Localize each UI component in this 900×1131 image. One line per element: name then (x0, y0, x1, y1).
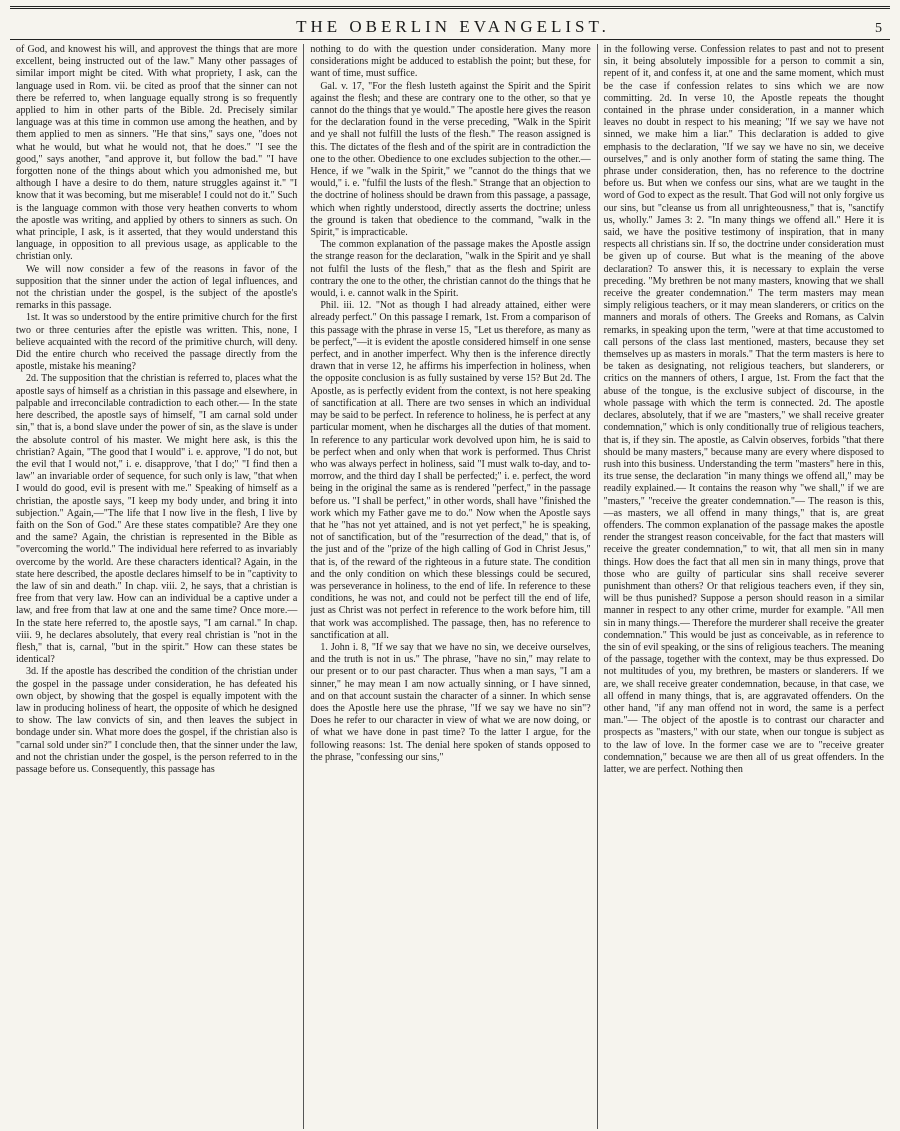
paragraph: Phil. iii. 12. "Not as though I had already attained, either were already perfect." On this passage I remark, 1st. From a comparison of this passage with the phrase in verse 15, "Let us therefore, as many as be perfect,"—it is evident the apostle considered himself in one sense perfect, and in another imperfect. Why then is the inference directly drawn that in verse 12, he affirms his imperfection in holiness, when the opposite conclusion is as fully sustained by verse 15? But 2d. The Apostle, as is perfectly evident from the context, is not here speaking of sanctification at all. There are two senses in which an individual may be said to be perfect. In reference to holiness, he is perfect at any particular moment, when he discharges all the duties of that moment. In reference to any particular work devolved upon him, he is said to be perfect when and only when that work is performed. Thus Christ who was always perfect in holiness, said "I must walk to-day, and to-morrow, and the third day I shall be perfected;" i. e. perfect, the word being in the original the same as is rendered "perfect," in the passage before us. "I shall be perfect," in other words, shall have "finished the work which my Father gave me to do." Now when the Apostle says that he "has not yet attained, and is not yet perfect," he is speaking, not of sanctification, but of the "resurrection of the dead," that is, of the just and of the "prize of the high calling of God in Christ Jesus," that is, of the reward of the righteous in a future state. The condition and the only condition on which these blessings could be secured, was perseverance in holiness, to the end of life. In reference to these conditions, he was not, and could not be perfect till the end of life, just as Christ was not perfect in reference to the work before him, till that work was accomplished. The passage, then, has no reference to sanctification at all. (310, 300, 591, 641)
paragraph: 3d. If the apostle has described the condition of the christian under the gospel in the passage under consideration, he has defeated his own object, by showing that the gospel is equally impotent with the law in producing holiness of heart, the opposite of which he designed to show. The law convicts of sin, and then leaves the subject in bondage under sin. What more does the gospel, if the christian also is "carnal sold under sin?" I conclude then, that the sinner under the law, and not the christian under the gospel, is the person referred to in the passage before us. Consequently, this passage has (16, 666, 298, 775)
paragraph: 1st. It was so understood by the entire primitive church for the first two or three centuries after the epistle was written. This, none, I believe acquainted with the record of the primitive church, will deny. Did the entire church who received the passage directly from the apostle, mistake his meaning? (16, 312, 298, 373)
paragraph: 2d. The supposition that the christian is referred to, places what the apostle says of himself as a christian in this passage and elsewhere, in palpable and irreconcilable contradiction to each other.— In the state here described, the apostle says of himself, "I am carnal sold under sin," that is, a bond slave under the power of sin, as the slave is under the absolute control of his master. We might here ask, is this the christian? Again, "The good that I would" i. e. approve, "I do not, but the evil that I would not," i. e. disapprove, 'that I do;" "I find then a law" an invariable order of sequence, for such only is law, "that when I would do good, evil is present with me." Speaking of himself as a christian, the apostle says, "I keep my body under, and bring it into subjection." Again,—"The life that I now live in the flesh, I live by faith on the Son of God." Are these states compatible? Are they one and the same? Again, the christian is represented in the Bible as "overcoming the world." The individual here referred to as invariably overcome by the world. Are these characters identical? Again, in the state here described, the apostle declares himself to be in "captivity to the law of sin and death." In chap. viii. 2, he says, that a christian is free from that very law. How can an individual be a captive under a law, and free from that law at one and the same time? Once more.— In the state here referred to, the apostle says, "I am carnal." In chap. viii. 9, he declares absolutely, that every real christian is "not in the flesh," that is, carnal, "but in the spirit." How can these states be identical? (16, 373, 298, 666)
paragraph: of God, and knowest his will, and approvest the things that are more excellent, being instructed out of the law." Many other passages of similar import might be cited. With what propriety, I ask, can the language used in Rom. vii. be cited as proof that the sinner can not there be referred to, when language equally strong is so frequently applied to him in other parts of the Bible. 2d. Precisely similar language was at this time in common use among the heathen, and by them applied to men as sinners. "He that sins," says one, "does not what he would, but what he would not, that he does." "I see the good," says another, "and approve it, but follow the bad." "I have forgotten none of the things about which you admonished me, but although I have a desire to do them, nature struggles against it." "I know that it was becoming, but me miserable! I could not do it." Such is the language common with those very heathen converts to whom the apostle was writing, and applied by others to sinners as such. On what principle, I ask, is it asserted, that they would understand this language, in opposition to all previous usage, as applicable to the christian only. (16, 44, 298, 263)
masthead (10, 9, 890, 40)
paragraph: We will now consider a few of the reasons in favor of the supposition that the sinner under the action of legal influences, and not the christian under the gospel, is the subject of the apostle's remarks in this passage. (16, 263, 298, 312)
paragraph: 1. John i. 8, "If we say that we have no sin, we deceive ourselves, and the truth is not in us." The phrase, "have no sin," may relate to our present or to our past character. Thus when a man says, "I am a sinner," he may mean I am now actually sinning, or I have sinned, and on that account sustain the character of a sinner. In which sense does the Apostle here use the phrase, "If we say we have no sin"? Does he refer to our character in view of what we are now doing, or of what we have done in past time? To the latter I argue, for the following reasons: 1st. The denial here spoken of stands opposed to the phrase, "confessing our sins," (310, 641, 591, 763)
column-3 (597, 44, 890, 1129)
paragraph: in the following verse. Confession relates to past and not to present sin, it being absolutely impossible for a person to commit a sin, repent of it, and confess it, at one and the same moment, which must be the case if confession relates to sins which we are now committing. 2d. In verse 10, the Apostle repeats the thought contained in the phrase under consideration, in a manner which leaves no doubt in respect to his meaning; "If we say we have not sinned, we make him a liar." This declaration is added to give emphasis to the declaration, "If we say we have no sin, we deceive ourselves," and is only another form of stating the same thing. The phrase under consideration, then, has no reference to the doctrine before us. But when we confess our sins, what are we taught in the word of God to expect as the result. That God will not only forgive us our sins, but "cleanse us from all unrighteousness," that is, "sanctify us, wholly." James 3: 2. "In many things we offend all." Here it is said, we have the positive testimony of inspiration, that in many respects all christians sin. If so, the doctrine under consideration must be given up of course. But what is the meaning of the above declaration? To answer this, it is necessary to explain the verse preceding. "My brethren be not many masters, knowing that we shall receive the greater condemnation." The term masters may mean simply religious teachers, or it may mean slanderers, or critics on the manners and morals of others. The Greeks and Romans, as Calvin remarks, in speaking upon the term, "were at that time accustomed to call persons of the class last mentioned, masters, because they set themselves up as masters in morals." That the term masters is here to be taken as designating, not religious teachers, but slanderers, or critics on the manners of others, I argue, 1st. From the fact that the abuse of the tongue, is the exclusive subject of discourse, in the whole passage with which the term is connected. 2d. The apostle declares, absolutely, that if we are "masters," we shall receive greater condemnation," which is only conditionally true of religious teachers, that is, if they sin. The apostle, as Calvin observes, forbids "that there should be many masters," because many are every where disposed to rush into this business. Understanding the term "masters" here in this, its true sense, the declaration "in many things we offend all," may be readily explained.— It contains the reason why "we shall," if we are "masters," "receive the greater condemnation."— The reason is this,—as masters, we all offend in many things," that is, are great offenders. The common explanation of the passage makes the apostle render the strangest reason conceivable, for the fact that masters will receive the greater condemnation," to wit, that all men sin in many things. How does the fact that all men sin in many things, prove that those who are guilty of particular sins shall receive severer punishment than others? Or that religious teachers even, if they sin, will be thus punished? Suppose a person should reason in a similar manner in respect to any other crime, murder for example. "All men sin in many things.— Therefore the murderer shall receive the greater condemnation." This would be just as conceivable, as in reference to the sin of evil speaking, or the sins of religious teachers. The meaning of the passage, together with the context, may be thus expressed. Do not multitudes of you, my brethren, be masters or slanderers. If we are, we shall receive greater condemnation, because, in that case, we all offend in many things, that is, are aggravated offenders. On the other hand, "if any man offend not in word, the same is a perfect man."— The object of the apostle is to contrast our character and prospects as "masters," with our state, when our tongue is subject as to the law of love. In the former case we are to "receive greater condemnation," because we are then all of us great offenders. In the latter, we are perfect. Nothing then (603, 44, 884, 775)
article-columns (10, 44, 890, 1129)
paragraph: Gal. v. 17, "For the flesh lusteth against the Spirit and the Spirit against the flesh; and these are contrary one to the other, so that ye cannot do the things that ye would." The apostle here gives the reason for the declaration found in the verse preceding, "Walk in the Spirit and ye shall not fulfill the lusts of the flesh." The reason assigned is this. The dictates of the flesh and of the spirit are in contradiction the one to the other. Obedience to one excludes subjection to the other.— Hence, if we "walk in the Spirit," we "cannot do the things that we would," i. e. "fulfil the lusts of the flesh." Strange that an objection to the doctrine of holiness should be drawn from this passage, a passage, which when rightly understood, directly asserts the doctrine; unless the ground is taken that obedience to the command, "walk in the Spirit," is impracticable. (310, 80, 591, 239)
publication-title: THE OBERLIN EVANGELIST. (296, 17, 610, 36)
paragraph: nothing to do with the question under consideration. Many more considerations might be adduced to establish the point; but these, for want of time, must suffice. (310, 44, 591, 80)
column-1 (10, 44, 303, 1129)
paragraph: The common explanation of the passage makes the Apostle assign the strange reason for the declaration, "walk in the Spirit and ye shall not fulfil the lusts of the flesh," that as the flesh and Spirit are contrary the one to the other, the christian cannot do the things that he would, i. e. cannot walk in the Spirit. (310, 239, 591, 300)
column-2 (303, 44, 596, 1129)
page-number: 5 (874, 21, 882, 36)
